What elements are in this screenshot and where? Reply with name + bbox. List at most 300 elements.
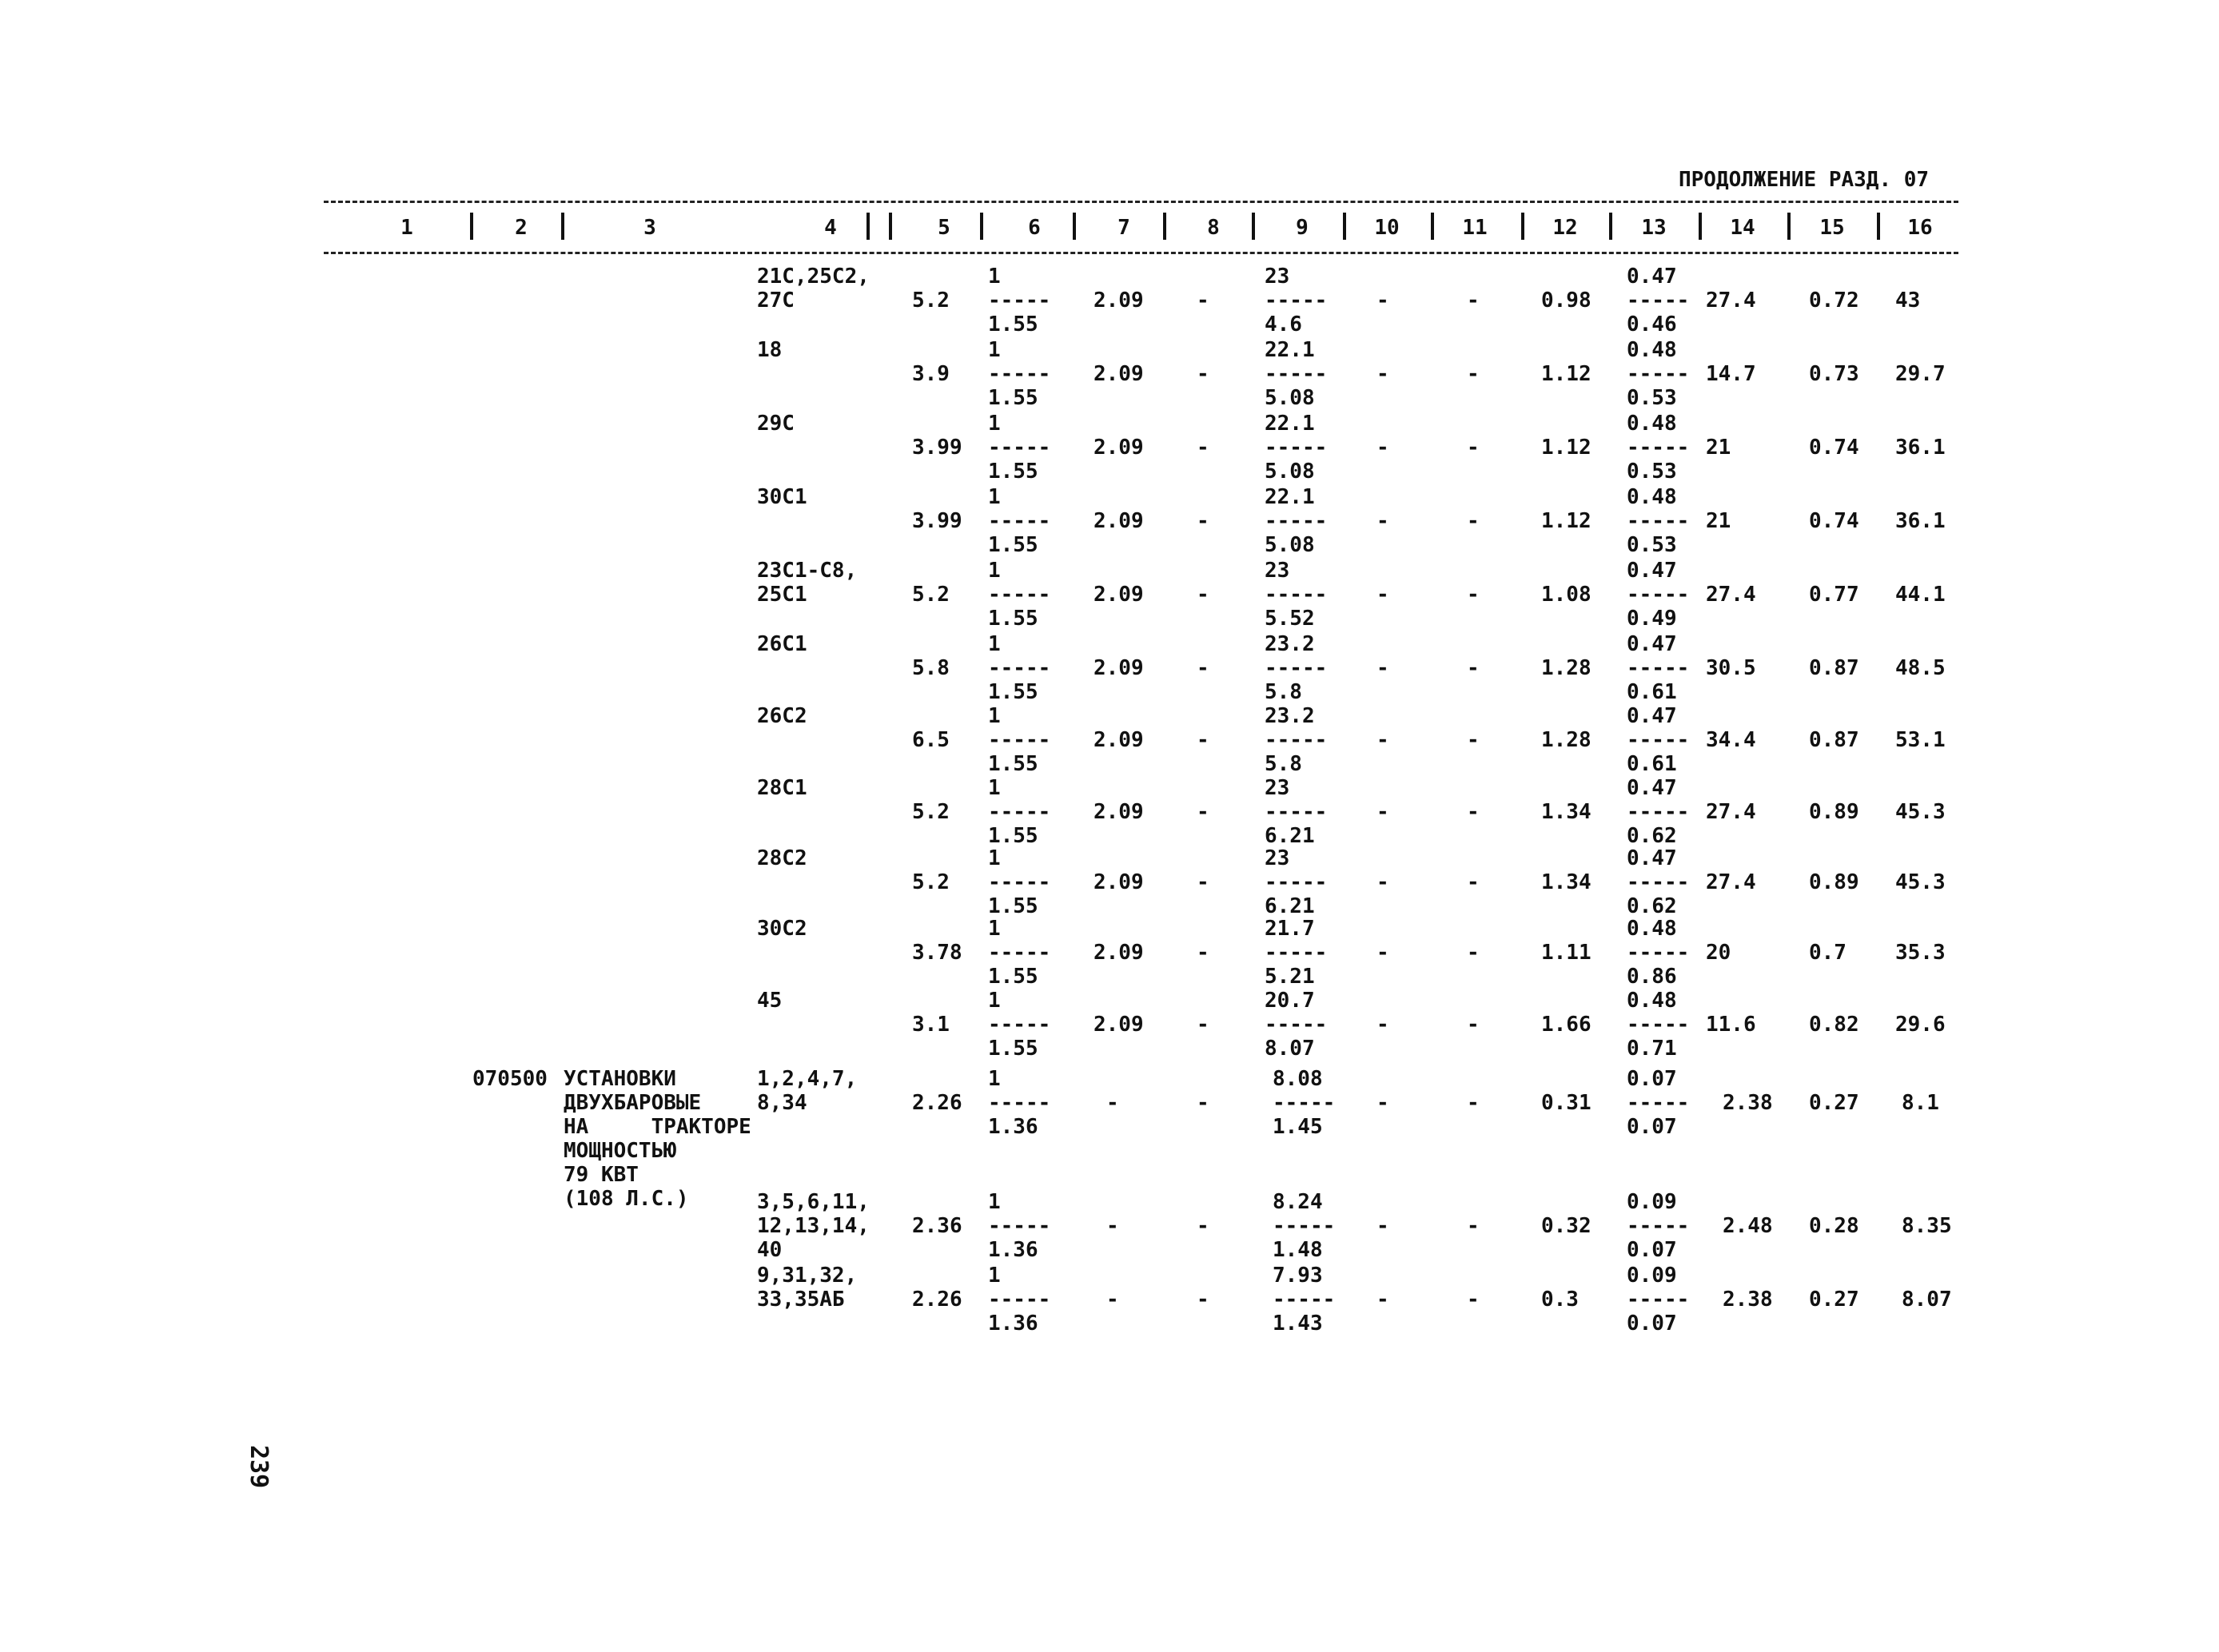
- cell-c13-denominator: 0.07: [1627, 1312, 1677, 1336]
- cell-c15: 0.28: [1809, 1214, 1859, 1238]
- cell-c12: 0.3: [1541, 1288, 1579, 1312]
- cell-c9-numerator: 20.7: [1265, 989, 1315, 1013]
- column-header-9: 9: [1296, 216, 1309, 240]
- cell-c4: 26С2: [757, 704, 807, 728]
- cell-c6-denominator: 1.55: [988, 894, 1038, 918]
- cell-c13-numerator: 0.48: [1627, 485, 1677, 509]
- cell-c9-numerator: 23.2: [1265, 704, 1315, 728]
- cell-c9-numerator: 22.1: [1265, 412, 1315, 436]
- cell-c8: -: [1197, 436, 1209, 460]
- cell-c11: -: [1467, 362, 1480, 386]
- cell-c9-denominator: 1.48: [1273, 1238, 1323, 1262]
- cell-c9-denominator: 5.08: [1265, 533, 1315, 557]
- cell-c9-denominator: 5.08: [1265, 460, 1315, 484]
- cell-c6-fraction-bar: -----: [988, 583, 1051, 607]
- cell-c4: 26С1: [757, 632, 807, 656]
- cell-c6-fraction-bar: -----: [988, 656, 1051, 680]
- header-bottom-rule: [324, 252, 1958, 254]
- cell-c6-fraction-bar: -----: [988, 1214, 1051, 1238]
- cell-c9-fraction-bar: -----: [1265, 656, 1328, 680]
- column-divider: [980, 213, 983, 240]
- column-divider: [1252, 213, 1255, 240]
- cell-c14: 21: [1706, 509, 1731, 533]
- cell-c9-denominator: 5.8: [1265, 680, 1302, 704]
- cell-c13-numerator: 0.48: [1627, 989, 1677, 1013]
- column-header-12: 12: [1552, 216, 1578, 240]
- cell-c6-denominator: 1.36: [988, 1115, 1038, 1139]
- cell-c5: 3.99: [912, 436, 962, 460]
- cell-c6-fraction-bar: -----: [988, 728, 1051, 752]
- cell-c6-fraction-bar: -----: [988, 1013, 1051, 1037]
- page-number: 239: [245, 1445, 273, 1489]
- cell-c6-numerator: 1: [988, 846, 1001, 870]
- cell-c8: -: [1197, 1214, 1209, 1238]
- cell-c5: 5.2: [912, 870, 950, 894]
- cell-c10: -: [1376, 870, 1389, 894]
- cell-c9-numerator: 8.08: [1273, 1067, 1323, 1091]
- cell-c9-fraction-bar: -----: [1265, 436, 1328, 460]
- cell-c9-denominator: 5.08: [1265, 386, 1315, 410]
- cell-c6-numerator: 1: [988, 559, 1001, 583]
- cell-c13-numerator: 0.47: [1627, 265, 1677, 289]
- cell-c13-denominator: 0.07: [1627, 1238, 1677, 1262]
- cell-c9-fraction-bar: -----: [1265, 289, 1328, 312]
- cell-c13-fraction-bar: -----: [1627, 583, 1690, 607]
- cell-c6-fraction-bar: -----: [988, 941, 1051, 965]
- cell-c7: -: [1106, 1214, 1119, 1238]
- cell-c13-numerator: 0.47: [1627, 559, 1677, 583]
- cell-c4: 28С2: [757, 846, 807, 870]
- cell-c6-numerator: 1: [988, 1264, 1001, 1288]
- cell-c12: 1.34: [1541, 800, 1592, 824]
- column-header-10: 10: [1374, 216, 1400, 240]
- cell-c13-denominator: 0.53: [1627, 386, 1677, 410]
- cell-c6-fraction-bar: -----: [988, 509, 1051, 533]
- cell-c7: 2.09: [1094, 656, 1144, 680]
- cell-c9-numerator: 7.93: [1273, 1264, 1323, 1288]
- cell-c14: 27.4: [1706, 583, 1756, 607]
- cell-c7: 2.09: [1094, 509, 1144, 533]
- cell-c6-fraction-bar: -----: [988, 362, 1051, 386]
- group-name-line: (108 Л.С.): [564, 1187, 689, 1211]
- cell-c16: 43: [1895, 289, 1921, 312]
- cell-c9-fraction-bar: -----: [1265, 583, 1328, 607]
- cell-c13-numerator: 0.47: [1627, 846, 1677, 870]
- cell-c10: -: [1376, 800, 1389, 824]
- cell-c14: 27.4: [1706, 800, 1756, 824]
- cell-c13-fraction-bar: -----: [1627, 1214, 1690, 1238]
- cell-c9-numerator: 23: [1265, 265, 1290, 289]
- cell-c11: -: [1467, 1288, 1480, 1312]
- cell-c12: 1.11: [1541, 941, 1592, 965]
- cell-c5: 3.9: [912, 362, 950, 386]
- cell-c15: 0.72: [1809, 289, 1859, 312]
- cell-c10: -: [1376, 436, 1389, 460]
- cell-c16: 44.1: [1895, 583, 1946, 607]
- cell-c16: 45.3: [1895, 800, 1946, 824]
- cell-c6-denominator: 1.55: [988, 824, 1038, 848]
- cell-c9-fraction-bar: -----: [1265, 728, 1328, 752]
- cell-c14: 2.48: [1723, 1214, 1773, 1238]
- cell-c14: 2.38: [1723, 1288, 1773, 1312]
- cell-c11: -: [1467, 800, 1480, 824]
- cell-c6-denominator: 1.55: [988, 312, 1038, 336]
- cell-c13-fraction-bar: -----: [1627, 509, 1690, 533]
- cell-c9-denominator: 4.6: [1265, 312, 1302, 336]
- cell-c10: -: [1376, 941, 1389, 965]
- cell-c15: 0.27: [1809, 1288, 1859, 1312]
- cell-c6-numerator: 1: [988, 1190, 1001, 1214]
- column-divider: [1073, 213, 1076, 240]
- cell-c7: 2.09: [1094, 941, 1144, 965]
- group-name-line: ДВУХБАРОВЫЕ: [564, 1091, 702, 1115]
- cell-c16: 8.1: [1902, 1091, 1939, 1115]
- cell-c7: 2.09: [1094, 289, 1144, 312]
- cell-c13-fraction-bar: -----: [1627, 1288, 1690, 1312]
- cell-c9-fraction-bar: -----: [1265, 509, 1328, 533]
- cell-c5: 6.5: [912, 728, 950, 752]
- cell-c12: 1.12: [1541, 362, 1592, 386]
- group-name-line: НА ТРАКТОРЕ: [564, 1115, 751, 1139]
- cell-c10: -: [1376, 656, 1389, 680]
- cell-c13-numerator: 0.47: [1627, 704, 1677, 728]
- cell-c13-numerator: 0.48: [1627, 917, 1677, 941]
- cell-c8: -: [1197, 656, 1209, 680]
- cell-c13-fraction-bar: -----: [1627, 656, 1690, 680]
- cell-c12: 0.31: [1541, 1091, 1592, 1115]
- cell-c4: 40: [757, 1238, 783, 1262]
- cell-c13-fraction-bar: -----: [1627, 289, 1690, 312]
- cell-c13-fraction-bar: -----: [1627, 870, 1690, 894]
- cell-c16: 29.7: [1895, 362, 1946, 386]
- column-divider: [1877, 213, 1880, 240]
- cell-c9-numerator: 8.24: [1273, 1190, 1323, 1214]
- cell-c6-fraction-bar: -----: [988, 1288, 1051, 1312]
- column-divider: [866, 213, 870, 240]
- cell-c9-denominator: 5.52: [1265, 607, 1315, 631]
- column-header-14: 14: [1730, 216, 1755, 240]
- cell-c7: 2.09: [1094, 583, 1144, 607]
- column-header-5: 5: [938, 216, 950, 240]
- cell-c16: 8.35: [1902, 1214, 1952, 1238]
- cell-c5: 5.8: [912, 656, 950, 680]
- cell-c12: 0.98: [1541, 289, 1592, 312]
- column-header-4: 4: [824, 216, 837, 240]
- cell-c13-denominator: 0.07: [1627, 1115, 1677, 1139]
- column-header-2: 2: [515, 216, 528, 240]
- cell-c16: 45.3: [1895, 870, 1946, 894]
- cell-c11: -: [1467, 656, 1480, 680]
- cell-c11: -: [1467, 1013, 1480, 1037]
- cell-c6-denominator: 1.55: [988, 533, 1038, 557]
- column-divider: [889, 213, 892, 240]
- cell-c9-denominator: 6.21: [1265, 894, 1315, 918]
- header-top-rule: [324, 201, 1958, 203]
- cell-c14: 2.38: [1723, 1091, 1773, 1115]
- cell-c4: 45: [757, 989, 783, 1013]
- cell-c5: 2.26: [912, 1091, 962, 1115]
- cell-c13-denominator: 0.86: [1627, 965, 1677, 989]
- cell-c9-denominator: 5.21: [1265, 965, 1315, 989]
- cell-c12: 1.28: [1541, 728, 1592, 752]
- column-divider: [1609, 213, 1612, 240]
- cell-c6-denominator: 1.55: [988, 965, 1038, 989]
- cell-c13-numerator: 0.48: [1627, 412, 1677, 436]
- cell-c13-numerator: 0.09: [1627, 1190, 1677, 1214]
- cell-c6-fraction-bar: -----: [988, 800, 1051, 824]
- cell-c4: 9,31,32,: [757, 1264, 858, 1288]
- cell-c13-denominator: 0.62: [1627, 894, 1677, 918]
- cell-c4: 8,34: [757, 1091, 807, 1115]
- cell-c7: 2.09: [1094, 436, 1144, 460]
- cell-c6-denominator: 1.55: [988, 607, 1038, 631]
- cell-c6-numerator: 1: [988, 989, 1001, 1013]
- cell-c10: -: [1376, 1214, 1389, 1238]
- cell-c13-fraction-bar: -----: [1627, 436, 1690, 460]
- cell-c10: -: [1376, 362, 1389, 386]
- column-header-15: 15: [1819, 216, 1845, 240]
- cell-c9-fraction-bar: -----: [1273, 1091, 1336, 1115]
- cell-c16: 8.07: [1902, 1288, 1952, 1312]
- cell-c6-denominator: 1.36: [988, 1238, 1038, 1262]
- cell-c14: 34.4: [1706, 728, 1756, 752]
- cell-c15: 0.89: [1809, 870, 1859, 894]
- cell-c6-numerator: 1: [988, 1067, 1001, 1091]
- cell-c10: -: [1376, 1288, 1389, 1312]
- cell-c13-fraction-bar: -----: [1627, 941, 1690, 965]
- cell-c13-denominator: 0.49: [1627, 607, 1677, 631]
- cell-c14: 27.4: [1706, 870, 1756, 894]
- cell-c11: -: [1467, 436, 1480, 460]
- cell-c6-denominator: 1.55: [988, 680, 1038, 704]
- cell-c6-numerator: 1: [988, 265, 1001, 289]
- cell-c8: -: [1197, 1091, 1209, 1115]
- group-name-line: УСТАНОВКИ: [564, 1067, 676, 1091]
- cell-c14: 14.7: [1706, 362, 1756, 386]
- column-divider: [470, 213, 473, 240]
- cell-c15: 0.87: [1809, 728, 1859, 752]
- cell-c13-denominator: 0.61: [1627, 752, 1677, 776]
- cell-c11: -: [1467, 509, 1480, 533]
- cell-c4: 30С1: [757, 485, 807, 509]
- cell-c12: 1.08: [1541, 583, 1592, 607]
- cell-c6-numerator: 1: [988, 704, 1001, 728]
- cell-c15: 0.27: [1809, 1091, 1859, 1115]
- cell-c16: 35.3: [1895, 941, 1946, 965]
- cell-c6-denominator: 1.55: [988, 386, 1038, 410]
- cell-c11: -: [1467, 1091, 1480, 1115]
- cell-c9-numerator: 23: [1265, 776, 1290, 800]
- group-name-line: 79 КВТ: [564, 1163, 639, 1187]
- cell-c7: -: [1106, 1288, 1119, 1312]
- cell-c15: 0.74: [1809, 436, 1859, 460]
- cell-c9-denominator: 5.8: [1265, 752, 1302, 776]
- cell-c14: 27.4: [1706, 289, 1756, 312]
- cell-c13-denominator: 0.62: [1627, 824, 1677, 848]
- cell-c11: -: [1467, 583, 1480, 607]
- cell-c6-numerator: 1: [988, 485, 1001, 509]
- cell-c5: 3.99: [912, 509, 962, 533]
- cell-c15: 0.77: [1809, 583, 1859, 607]
- cell-c16: 53.1: [1895, 728, 1946, 752]
- cell-c14: 20: [1706, 941, 1731, 965]
- column-header-16: 16: [1907, 216, 1933, 240]
- cell-c10: -: [1376, 289, 1389, 312]
- cell-c8: -: [1197, 728, 1209, 752]
- column-header-8: 8: [1207, 216, 1220, 240]
- cell-c13-denominator: 0.46: [1627, 312, 1677, 336]
- cell-c7: 2.09: [1094, 362, 1144, 386]
- cell-c9-fraction-bar: -----: [1265, 362, 1328, 386]
- column-header-1: 1: [400, 216, 413, 240]
- cell-c4: 3,5,6,11,: [757, 1190, 870, 1214]
- cell-c5: 5.2: [912, 289, 950, 312]
- cell-c12: 1.12: [1541, 436, 1592, 460]
- cell-c7: -: [1106, 1091, 1119, 1115]
- cell-c10: -: [1376, 728, 1389, 752]
- cell-c13-fraction-bar: -----: [1627, 362, 1690, 386]
- cell-c10: -: [1376, 509, 1389, 533]
- cell-c4: 25С1: [757, 583, 807, 607]
- cell-c15: 0.89: [1809, 800, 1859, 824]
- cell-c9-fraction-bar: -----: [1265, 800, 1328, 824]
- cell-c5: 3.78: [912, 941, 962, 965]
- cell-c13-fraction-bar: -----: [1627, 728, 1690, 752]
- cell-c16: 36.1: [1895, 509, 1946, 533]
- cell-c4: 21С,25С2,: [757, 265, 870, 289]
- cell-c5: 2.36: [912, 1214, 962, 1238]
- group-name-line: МОЩНОСТЬЮ: [564, 1139, 676, 1163]
- cell-c8: -: [1197, 509, 1209, 533]
- column-divider: [1343, 213, 1346, 240]
- cell-c9-denominator: 8.07: [1265, 1037, 1315, 1061]
- cell-c5: 5.2: [912, 583, 950, 607]
- cell-c9-denominator: 6.21: [1265, 824, 1315, 848]
- cell-c4: 33,35АБ: [757, 1288, 845, 1312]
- cell-c5: 5.2: [912, 800, 950, 824]
- cell-c15: 0.74: [1809, 509, 1859, 533]
- cell-c6-fraction-bar: -----: [988, 1091, 1051, 1115]
- cell-c6-denominator: 1.36: [988, 1312, 1038, 1336]
- cell-c13-fraction-bar: -----: [1627, 1091, 1690, 1115]
- cell-c4: 12,13,14,: [757, 1214, 870, 1238]
- cell-c4: 30С2: [757, 917, 807, 941]
- cell-c10: -: [1376, 1013, 1389, 1037]
- cell-c9-numerator: 22.1: [1265, 485, 1315, 509]
- cell-c15: 0.87: [1809, 656, 1859, 680]
- cell-c13-numerator: 0.09: [1627, 1264, 1677, 1288]
- cell-c8: -: [1197, 583, 1209, 607]
- cell-c9-fraction-bar: -----: [1265, 870, 1328, 894]
- cell-c16: 48.5: [1895, 656, 1946, 680]
- column-header-7: 7: [1117, 216, 1130, 240]
- cell-c11: -: [1467, 728, 1480, 752]
- cell-c9-denominator: 1.43: [1273, 1312, 1323, 1336]
- column-divider: [1699, 213, 1702, 240]
- cell-c8: -: [1197, 800, 1209, 824]
- cell-c8: -: [1197, 941, 1209, 965]
- cell-c6-numerator: 1: [988, 412, 1001, 436]
- cell-c6-denominator: 1.55: [988, 1037, 1038, 1061]
- cell-c9-numerator: 21.7: [1265, 917, 1315, 941]
- cell-c7: 2.09: [1094, 870, 1144, 894]
- cell-c15: 0.73: [1809, 362, 1859, 386]
- cell-c6-fraction-bar: -----: [988, 289, 1051, 312]
- column-header-11: 11: [1462, 216, 1488, 240]
- cell-c11: -: [1467, 289, 1480, 312]
- cell-c5: 2.26: [912, 1288, 962, 1312]
- cell-c13-denominator: 0.53: [1627, 533, 1677, 557]
- cell-c8: -: [1197, 289, 1209, 312]
- cell-c8: -: [1197, 362, 1209, 386]
- cell-c13-denominator: 0.61: [1627, 680, 1677, 704]
- cell-c9-numerator: 23: [1265, 846, 1290, 870]
- cell-c4: 27С: [757, 289, 795, 312]
- cell-c9-numerator: 23: [1265, 559, 1290, 583]
- cell-c6-numerator: 1: [988, 338, 1001, 362]
- cell-c9-fraction-bar: -----: [1273, 1214, 1336, 1238]
- cell-c12: 1.12: [1541, 509, 1592, 533]
- cell-c14: 21: [1706, 436, 1731, 460]
- cell-c11: -: [1467, 1214, 1480, 1238]
- cell-c8: -: [1197, 1288, 1209, 1312]
- cell-c6-denominator: 1.55: [988, 460, 1038, 484]
- cell-c12: 1.66: [1541, 1013, 1592, 1037]
- column-divider: [561, 213, 564, 240]
- column-divider: [1521, 213, 1524, 240]
- cell-c13-numerator: 0.48: [1627, 338, 1677, 362]
- cell-c6-fraction-bar: -----: [988, 436, 1051, 460]
- cell-c14: 30.5: [1706, 656, 1756, 680]
- cell-c13-numerator: 0.47: [1627, 632, 1677, 656]
- cell-c12: 0.32: [1541, 1214, 1592, 1238]
- cell-c4: 29С: [757, 412, 795, 436]
- cell-c15: 0.7: [1809, 941, 1847, 965]
- cell-c16: 29.6: [1895, 1013, 1946, 1037]
- cell-c6-numerator: 1: [988, 632, 1001, 656]
- cell-c8: -: [1197, 870, 1209, 894]
- cell-c11: -: [1467, 870, 1480, 894]
- cell-c6-numerator: 1: [988, 776, 1001, 800]
- cell-c14: 11.6: [1706, 1013, 1756, 1037]
- cell-c11: -: [1467, 941, 1480, 965]
- cell-c5: 3.1: [912, 1013, 950, 1037]
- cell-c13-denominator: 0.53: [1627, 460, 1677, 484]
- cell-c10: -: [1376, 1091, 1389, 1115]
- column-header-3: 3: [643, 216, 656, 240]
- cell-c4: 23С1-С8,: [757, 559, 858, 583]
- cell-c4: 18: [757, 338, 783, 362]
- column-divider: [1163, 213, 1166, 240]
- cell-c4: 1,2,4,7,: [757, 1067, 858, 1091]
- cell-c13-fraction-bar: -----: [1627, 1013, 1690, 1037]
- cell-c7: 2.09: [1094, 728, 1144, 752]
- cell-c13-numerator: 0.47: [1627, 776, 1677, 800]
- cell-c7: 2.09: [1094, 800, 1144, 824]
- cell-c9-fraction-bar: -----: [1273, 1288, 1336, 1312]
- cell-c9-numerator: 23.2: [1265, 632, 1315, 656]
- cell-c13-fraction-bar: -----: [1627, 800, 1690, 824]
- cell-c7: 2.09: [1094, 1013, 1144, 1037]
- cell-c9-fraction-bar: -----: [1265, 1013, 1328, 1037]
- cell-c15: 0.82: [1809, 1013, 1859, 1037]
- cell-c6-denominator: 1.55: [988, 752, 1038, 776]
- cell-c9-denominator: 1.45: [1273, 1115, 1323, 1139]
- cell-c13-numerator: 0.07: [1627, 1067, 1677, 1091]
- cell-c8: -: [1197, 1013, 1209, 1037]
- cell-c9-numerator: 22.1: [1265, 338, 1315, 362]
- cell-c9-fraction-bar: -----: [1265, 941, 1328, 965]
